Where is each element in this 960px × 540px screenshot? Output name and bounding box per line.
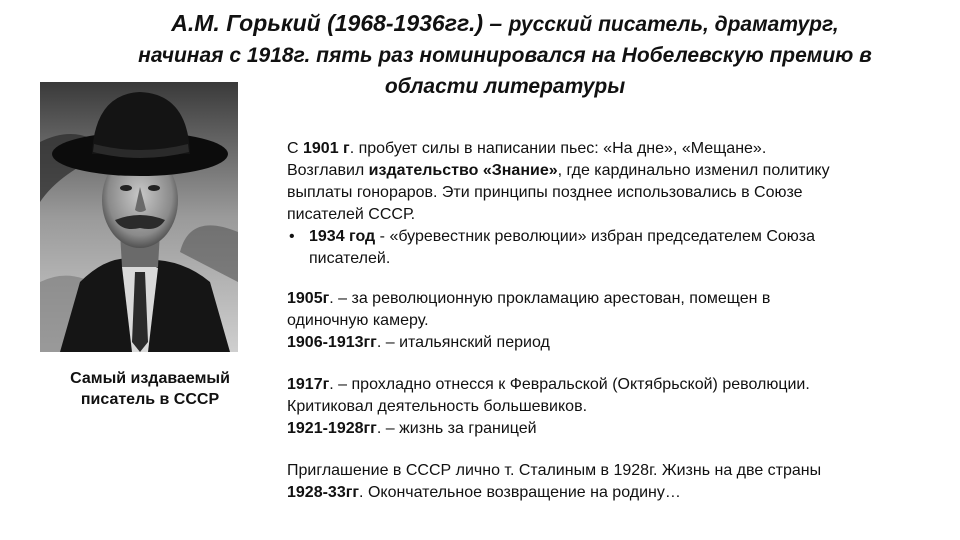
years-1928-33: 1928-33гг bbox=[287, 484, 360, 501]
year-1934: 1934 год bbox=[309, 228, 376, 245]
paragraph-line bbox=[287, 482, 927, 504]
bullet-item bbox=[287, 226, 927, 248]
year-1905: 1905г bbox=[287, 290, 330, 307]
text-span: - «буревестник революции» избран председателем Союза bbox=[375, 228, 816, 245]
paragraph-line: писателей СССР. bbox=[287, 206, 416, 223]
title-line3: области литературы bbox=[384, 75, 626, 98]
years-1921-1928: 1921-1928гг bbox=[287, 420, 377, 437]
biography-block-1 bbox=[287, 138, 927, 270]
paragraph-line: Приглашение в СССР лично т. Сталиным в 1928г. Жизнь на две страны bbox=[287, 462, 822, 479]
biography-block-4 bbox=[287, 460, 927, 504]
paragraph-line bbox=[287, 138, 927, 160]
years-1906-1913: 1906-1913гг bbox=[287, 334, 377, 351]
year-1901: 1901 г bbox=[303, 140, 350, 157]
paragraph-line bbox=[287, 160, 927, 182]
text-span: . Окончательное возвращение на родину… bbox=[359, 484, 681, 501]
text-span: Возглавил bbox=[287, 162, 369, 179]
bullet-icon: • bbox=[289, 228, 295, 245]
paragraph-line bbox=[287, 418, 927, 440]
paragraph-line bbox=[287, 288, 927, 310]
paragraph-line: выплаты гонораров. Эти принципы позднее использовались в Союзе bbox=[287, 184, 803, 201]
paragraph-line: Критиковал деятельность большевиков. bbox=[287, 398, 588, 415]
caption-line2: писатель в СССР bbox=[80, 391, 220, 408]
text-span: . – за революционную прокламацию арестован, помещен в bbox=[329, 290, 771, 307]
caption-line1: Самый издаваемый bbox=[70, 370, 230, 387]
portrait-image bbox=[40, 82, 238, 352]
paragraph-line bbox=[287, 332, 927, 354]
biography-block-3 bbox=[287, 374, 927, 440]
text-span: . – прохладно отнесся к Февральской (Октябрьской) революции. bbox=[329, 376, 810, 393]
text-span: . – жизнь за границей bbox=[376, 420, 537, 437]
biography-block-2 bbox=[287, 288, 927, 354]
text-span: , где кардинально изменил политику bbox=[557, 162, 830, 179]
text-span: писателей. bbox=[309, 250, 391, 267]
title-line2: начиная с 1918г. пять раз номинировался на Нобелевскую премию в bbox=[138, 44, 872, 67]
text-span: . пробует силы в написании пьес: «На дне», «Мещане». bbox=[349, 140, 767, 157]
paragraph-line bbox=[287, 374, 927, 396]
bullet-item-continued bbox=[287, 248, 927, 270]
text-span: С bbox=[287, 140, 303, 157]
text-span: . – итальянский период bbox=[376, 334, 550, 351]
portrait-caption bbox=[40, 368, 260, 410]
publisher-name: издательство «Знание» bbox=[368, 162, 558, 179]
title-line1-rest: русский писатель, драматург, bbox=[508, 13, 839, 36]
year-1917: 1917г bbox=[287, 376, 330, 393]
title-line1-main: А.М. Горький (1968-1936гг.) – bbox=[171, 10, 509, 36]
paragraph-line: одиночную камеру. bbox=[287, 312, 429, 329]
